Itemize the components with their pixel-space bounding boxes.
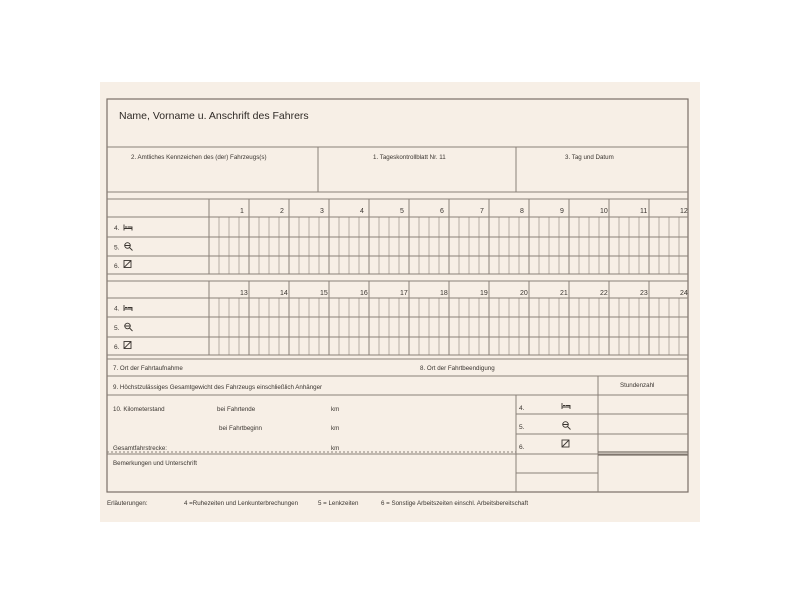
crossed-box-icon	[124, 342, 131, 349]
summary-row-6-label: 6.	[519, 444, 525, 451]
hour-label: 8	[520, 208, 524, 215]
crossed-box-icon	[124, 261, 131, 268]
hour-label: 20	[520, 290, 528, 297]
hour-label: 13	[240, 290, 248, 297]
field-vehicle-registration: 2. Amtliches Kennzeichen des (der) Fahrzeugs(s)	[131, 154, 267, 161]
hour-label: 6	[440, 208, 444, 215]
hour-label: 14	[280, 290, 288, 297]
legend-heading: Erläuterungen:	[107, 500, 148, 507]
legend-rest-times: 4 =Ruhezeiten und Lenkunterbrechungen	[184, 500, 299, 507]
hour-label: 4	[360, 208, 364, 215]
hour-label: 3	[320, 208, 324, 215]
remarks-signature-label: Bemerkungen und Unterschrift	[113, 460, 197, 467]
field-departure-place: 7. Ort der Fahrtaufnahme	[113, 365, 183, 372]
field-arrival-place: 8. Ort der Fahrtbeendigung	[420, 365, 495, 372]
hour-label: 15	[320, 290, 328, 297]
time-grid-hours-13-24	[107, 281, 688, 355]
field-day-date: 3. Tag und Datum	[565, 154, 614, 161]
hour-label: 11	[640, 208, 648, 215]
hour-label: 12	[680, 208, 688, 215]
bed-icon	[562, 403, 570, 409]
hour-label: 9	[560, 208, 564, 215]
hour-label: 18	[440, 290, 448, 297]
hour-label: 5	[400, 208, 404, 215]
crossed-box-icon	[562, 440, 569, 447]
activity-row-label: 6.	[114, 263, 120, 270]
field-odometer: 10. Kilometerstand	[113, 406, 165, 413]
time-grid-hours-1-12	[107, 199, 688, 274]
total-distance-unit: km	[331, 445, 340, 452]
field-daily-sheet-number: 1. Tageskontrollblatt Nr. 11	[373, 154, 446, 161]
odometer-start-unit: km	[331, 425, 340, 432]
activity-row-label: 6.	[114, 344, 120, 351]
odometer-start-label: bei Fahrtbeginn	[219, 425, 262, 432]
summary-row-4-label: 4.	[519, 405, 525, 412]
hour-label: 22	[600, 290, 608, 297]
odometer-end-label: bei Fahrtende	[217, 406, 256, 413]
bed-icon	[124, 305, 132, 311]
hour-label: 16	[360, 290, 368, 297]
hour-label: 21	[560, 290, 568, 297]
hour-label: 19	[480, 290, 488, 297]
hours-count-header: Stundenzahl	[620, 382, 655, 389]
activity-row-label: 4.	[114, 225, 120, 232]
steering-wheel-icon	[125, 243, 133, 251]
hour-label: 10	[600, 208, 608, 215]
bed-icon	[124, 225, 132, 231]
activity-row-label: 5.	[114, 244, 120, 252]
legend-other-work: 6 = Sonstige Arbeitszeiten einschl. Arbeitsbereitschaft	[381, 500, 529, 507]
activity-row-label: 5.	[114, 325, 120, 332]
hour-label: 24	[680, 290, 688, 297]
legend-driving-times: 5 = Lenkzeiten	[318, 500, 359, 507]
hour-label: 2	[280, 208, 284, 215]
summary-row-5-label: 5.	[519, 424, 525, 431]
hour-label: 1	[240, 208, 244, 215]
summary-rows	[519, 403, 571, 451]
hour-label: 7	[480, 208, 484, 215]
field-gross-weight: 9. Höchstzulässiges Gesamtgewicht des Fahrzeugs einschließlich Anhänger	[113, 384, 323, 391]
hour-label: 17	[400, 290, 408, 297]
activity-row-label: 4.	[114, 305, 120, 313]
steering-wheel-icon	[125, 323, 133, 331]
hour-label: 23	[640, 290, 648, 297]
total-distance-label: Gesamtfahrstrecke:	[113, 445, 167, 452]
steering-wheel-icon	[563, 422, 571, 430]
odometer-end-unit: km	[331, 406, 340, 413]
driver-name-title: Name, Vorname u. Anschrift des Fahrers	[119, 110, 309, 122]
